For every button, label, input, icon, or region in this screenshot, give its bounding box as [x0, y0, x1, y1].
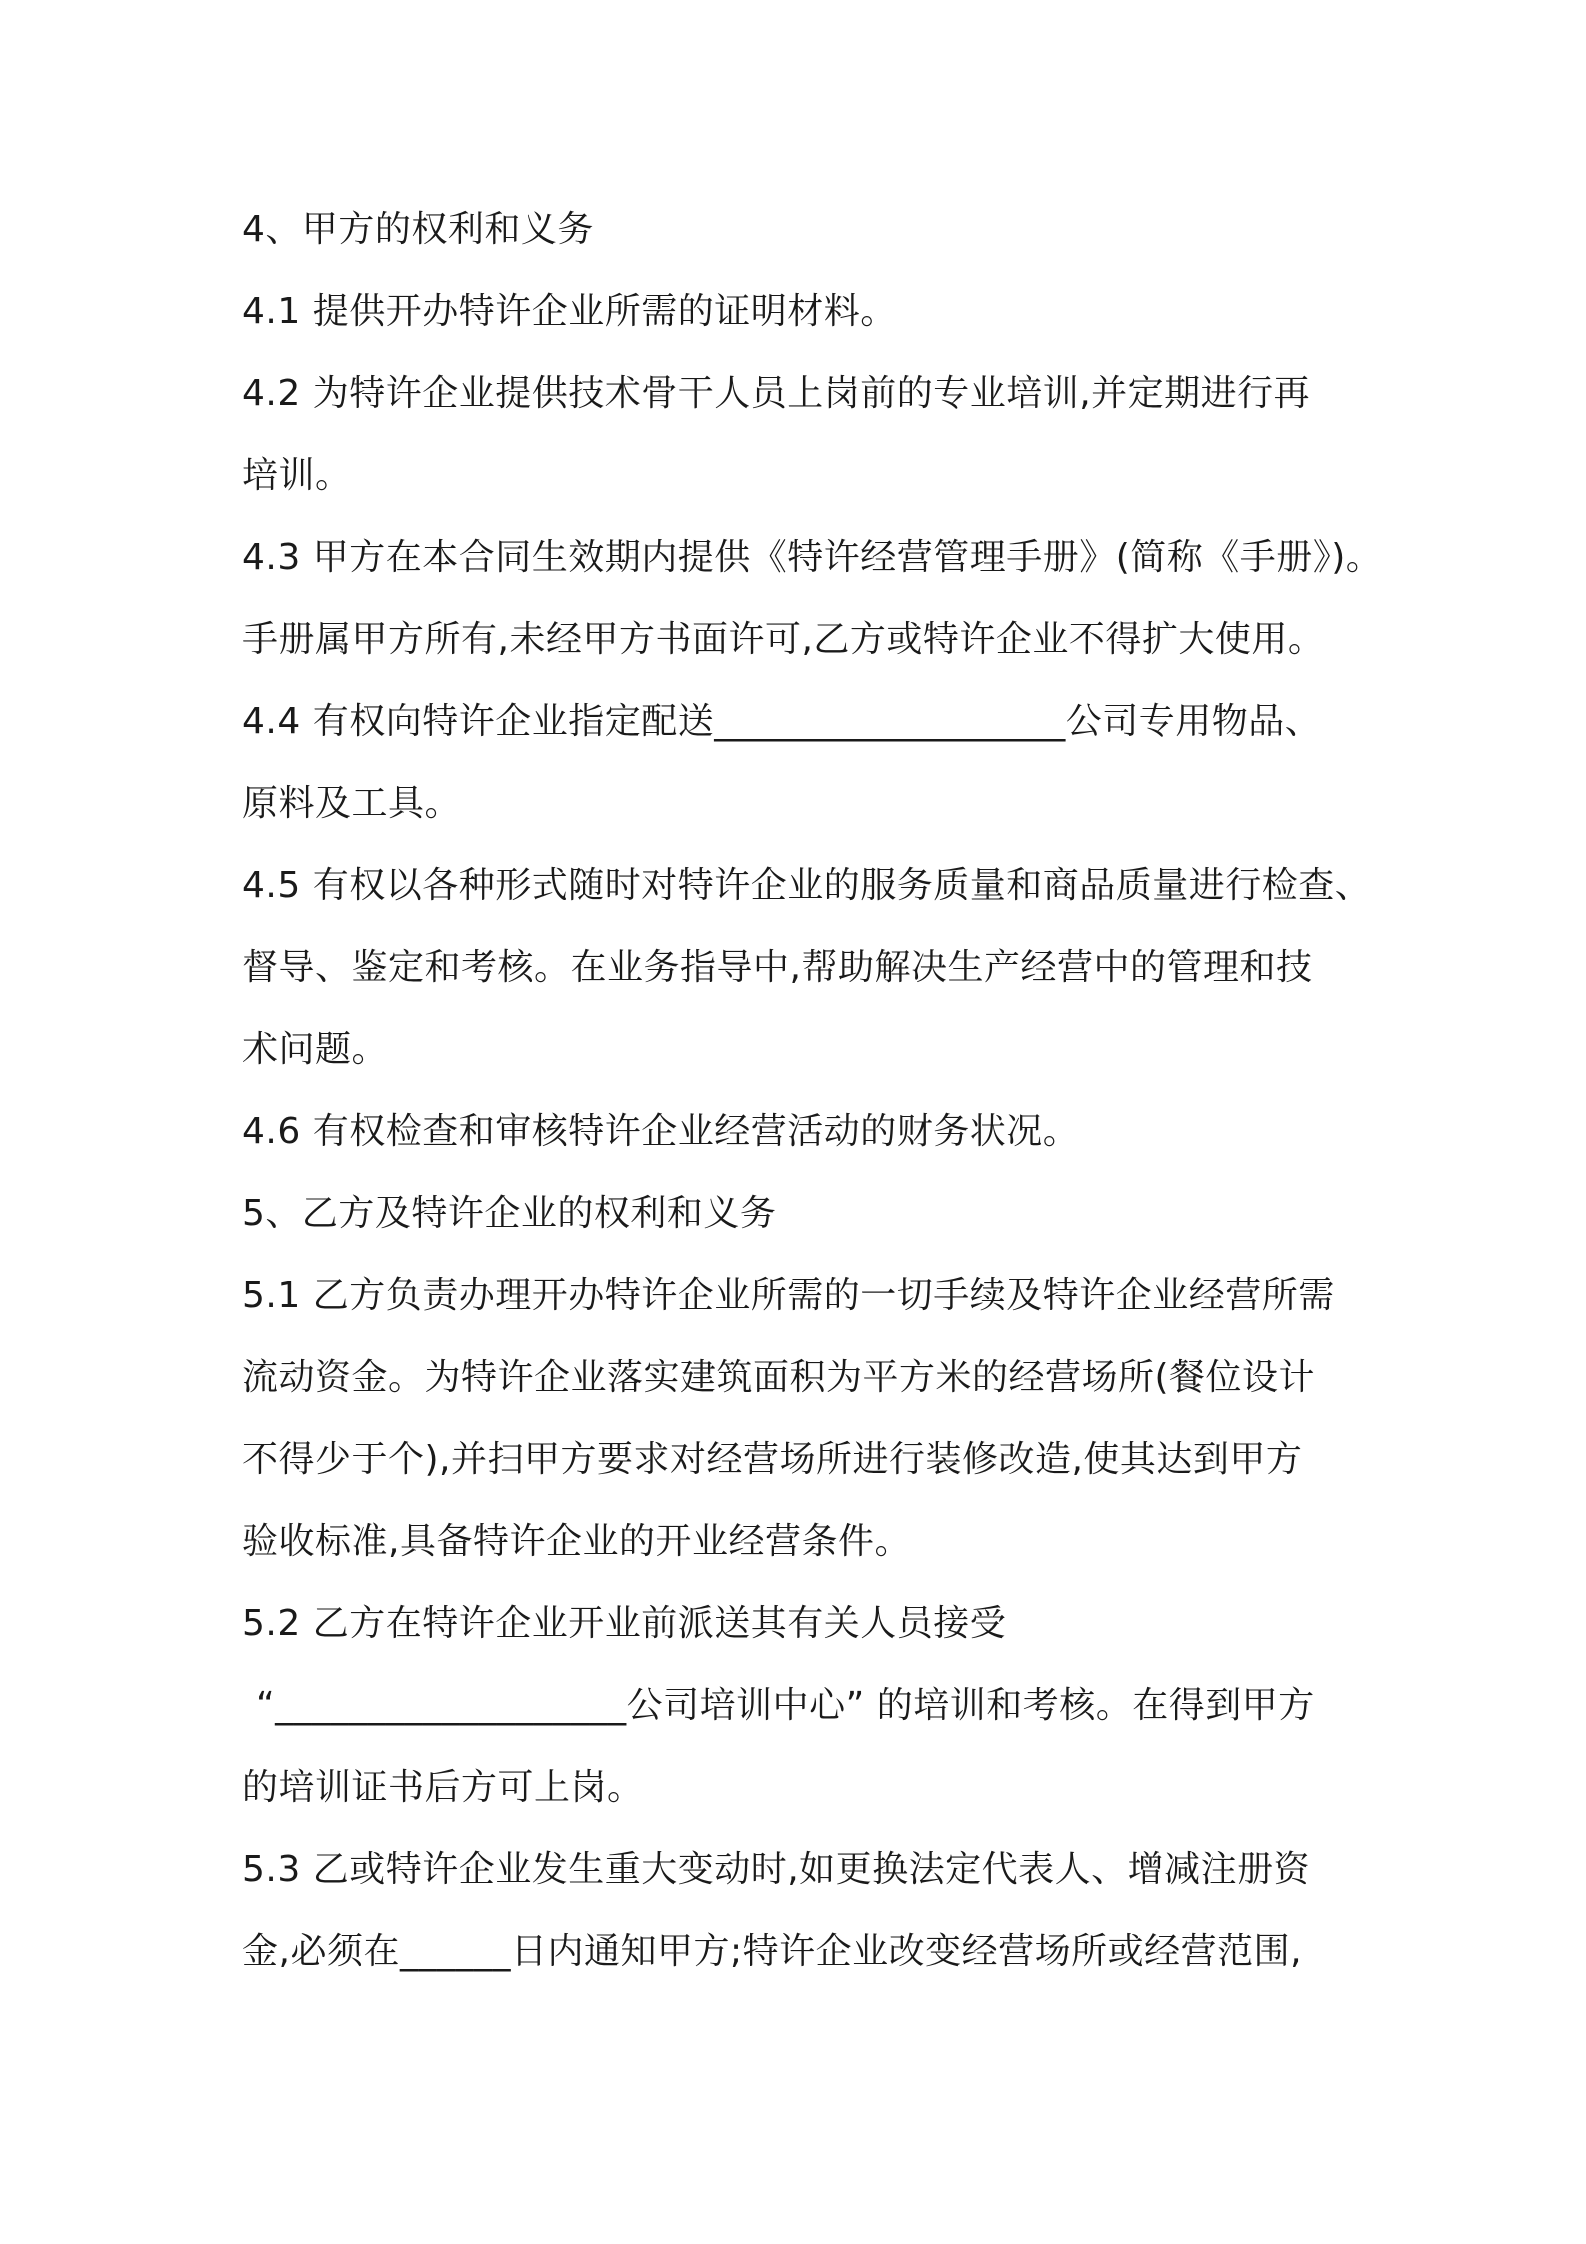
clause-5-1-line-2: 流动资金。为特许企业落实建筑面积为平方米的经营场所(餐位设计: [242, 1357, 1316, 1398]
clause-5-1-line-4: 验收标准,具备特许企业的开业经营条件。: [242, 1521, 911, 1562]
section-heading-4: 4、甲方的权利和义务: [242, 209, 594, 250]
clause-4-3-line-1: 4.3 甲方在本合同生效期内提供《特许经营管理手册》(简称《手册》)。: [242, 537, 1383, 578]
clause-4-4-line-1: 4.4 有权向特许企业指定配送___________________公司专用物品、: [242, 701, 1322, 742]
clause-5-2-line-1: 5.2 乙方在特许企业开业前派送其有关人员接受: [242, 1603, 1007, 1644]
clause-4-5-line-2: 督导、鉴定和考核。在业务指导中,帮助解决生产经营中的管理和技: [242, 947, 1313, 988]
clause-5-3-line-2: 金,必须在______日内通知甲方;特许企业改变经营场所或经营范围,: [242, 1931, 1303, 1972]
clause-4-4-line-2: 原料及工具。: [242, 783, 462, 824]
clause-4-5-line-1: 4.5 有权以各种形式随时对特许企业的服务质量和商品质量进行检查、: [242, 865, 1372, 906]
clause-5-2-line-2: “___________________公司培训中心” 的培训和考核。在得到甲方: [256, 1685, 1315, 1726]
clause-4-1: 4.1 提供开办特许企业所需的证明材料。: [242, 291, 897, 332]
clause-4-2-line-2: 培训。: [242, 455, 352, 496]
clause-5-3-line-1: 5.3 乙或特许企业发生重大变动时,如更换法定代表人、增减注册资: [242, 1849, 1311, 1890]
clause-4-6: 4.6 有权检查和审核特许企业经营活动的财务状况。: [242, 1111, 1080, 1152]
clause-5-1-line-1: 5.1 乙方负责办理开办特许企业所需的一切手续及特许企业经营所需: [242, 1275, 1335, 1316]
clause-5-2-line-3: 的培训证书后方可上岗。: [242, 1767, 644, 1808]
clause-4-2-line-1: 4.2 为特许企业提供技术骨干人员上岗前的专业培训,并定期进行再: [242, 373, 1311, 414]
clause-5-1-line-3: 不得少于个),并扫甲方要求对经营场所进行装修改造,使其达到甲方: [242, 1439, 1303, 1480]
section-heading-5: 5、乙方及特许企业的权利和义务: [242, 1193, 777, 1234]
clause-4-5-line-3: 术问题。: [242, 1029, 389, 1070]
clause-4-3-line-2: 手册属甲方所有,未经甲方书面许可,乙方或特许企业不得扩大使用。: [242, 619, 1325, 660]
